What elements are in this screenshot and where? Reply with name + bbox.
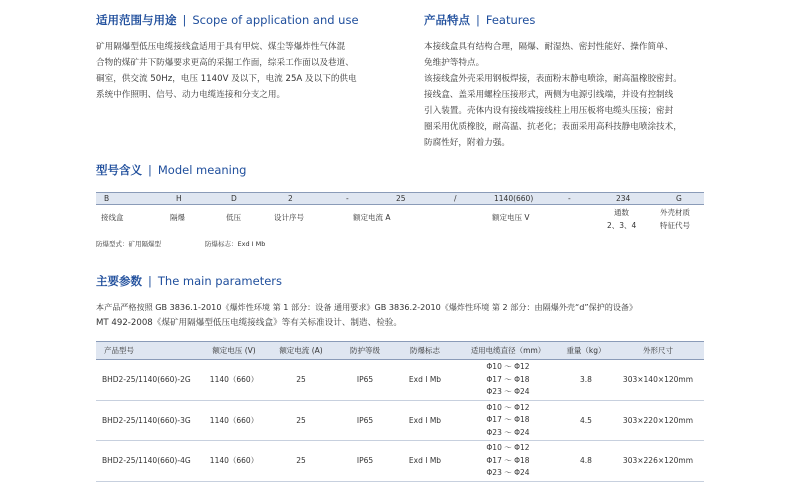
- table-row: [96, 441, 704, 482]
- scope-line: 矿用隔爆型低压电缆接线盒适用于具有甲烷、煤尘等爆炸性气体混: [96, 42, 346, 52]
- cell-voltage: 1140（660）: [202, 400, 266, 441]
- model-title: [96, 162, 246, 178]
- features-line: 本接线盒具有结构合理，隔爆、耐湿热、密封性能好、操作简单、: [424, 42, 674, 52]
- cell-size: 303×140×120mm: [612, 360, 704, 401]
- header-cell: 防爆标志: [394, 342, 456, 360]
- scope-line: 合物的煤矿井下防爆要求更高的采掘工作面，综采工作面以及巷道、: [96, 58, 354, 68]
- model-title-en: Model meaning: [157, 163, 247, 177]
- scope-title-zh: 适用范围与用途: [96, 13, 177, 27]
- model-desc: 设计序号: [274, 213, 304, 222]
- cell-ip: IP65: [336, 400, 394, 441]
- cable-diameter: Φ10 ～ Φ12: [486, 362, 530, 371]
- cell-model: BHD2-25/1140(660)-3G: [96, 400, 202, 441]
- cell-model: BHD2-25/1140(660)-2G: [96, 360, 202, 401]
- cell-size: 303×220×120mm: [612, 400, 704, 441]
- cell-model: BHD2-25/1140(660)-4G: [96, 441, 202, 482]
- cell-weight: 4.8: [560, 441, 612, 482]
- scope-text: [96, 39, 396, 103]
- model-code: 234: [616, 194, 631, 203]
- cell-current: 25: [266, 400, 336, 441]
- cell-ex: Exd I Mb: [394, 400, 456, 441]
- model-code: G: [676, 194, 682, 203]
- model-code: 25: [396, 194, 406, 203]
- params-title-en: The main parameters: [157, 274, 283, 288]
- cell-voltage: 1140（660）: [202, 360, 266, 401]
- features-text: [424, 39, 724, 151]
- cell-ip: IP65: [336, 441, 394, 482]
- features-line: 接线盒、盖采用螺栓压接形式，两侧为电源引线端，并设有控制线: [424, 90, 674, 100]
- title-separator: |: [148, 274, 152, 288]
- header-cell: 外形尺寸: [612, 342, 704, 360]
- params-title: [96, 273, 282, 289]
- header-cell: 重量（kg）: [560, 342, 612, 360]
- cell-ex: Exd I Mb: [394, 441, 456, 482]
- cell-size: 303×226×120mm: [612, 441, 704, 482]
- params-header-row: [96, 342, 704, 360]
- cell-cable: [456, 441, 560, 482]
- cable-diameter: Φ23 ～ Φ24: [486, 427, 530, 437]
- features-line: 引入装置。壳体内设有接线端接线柱上用压板将电缆头压接；密封: [424, 106, 674, 116]
- scope-title-en: Scope of application and use: [192, 13, 359, 27]
- cell-weight: 4.5: [560, 400, 612, 441]
- model-desc: 外壳材质: [660, 208, 690, 217]
- model-code-bar: [96, 192, 704, 205]
- model-desc: 低压: [226, 213, 241, 222]
- model-desc: 特征代号: [660, 221, 690, 230]
- features-line: 免维护等特点。: [424, 58, 485, 68]
- model-title-zh: 型号含义: [96, 163, 142, 177]
- model-code: H: [176, 194, 182, 203]
- cell-current: 25: [266, 441, 336, 482]
- cell-voltage: 1140（660）: [202, 441, 266, 482]
- cell-cable: [456, 360, 560, 401]
- model-desc: 通数: [614, 208, 629, 217]
- cable-diameter: Φ23 ～ Φ24: [486, 468, 530, 477]
- title-separator: |: [148, 163, 152, 177]
- header-cell: 产品型号: [96, 342, 202, 360]
- model-code: -: [568, 194, 571, 203]
- cell-current: 25: [266, 360, 336, 401]
- title-separator: |: [476, 13, 480, 27]
- model-note: 防爆型式：矿用隔爆型: [96, 240, 161, 248]
- cable-diameter: Φ17 ～ Φ18: [486, 415, 530, 424]
- title-separator: |: [182, 13, 187, 27]
- model-desc: 隔爆: [170, 213, 185, 222]
- model-note: 防爆标志：Exd I Mb: [205, 240, 266, 248]
- features-title: [424, 12, 535, 28]
- header-cell: 防护等级: [336, 342, 394, 360]
- features-title-en: Features: [485, 13, 536, 27]
- model-desc: 额定电流 A: [353, 213, 391, 222]
- scope-line: 系统中作照明、信号、动力电缆连接和分支之用。: [96, 90, 286, 100]
- header-cell: 额定电压 (V): [202, 342, 266, 360]
- model-code: -: [346, 194, 349, 203]
- header-cell: 额定电流 (A): [266, 342, 336, 360]
- table-row: [96, 400, 704, 441]
- scope-line: 硐室，供交流 50Hz，电压 1140V 及以下，电流 25A 及以下的供电: [96, 74, 357, 84]
- model-desc: 2、3、4: [607, 221, 637, 230]
- features-line: 防腐性好，附着力强。: [424, 138, 510, 148]
- params-intro-line: MT 492-2008《煤矿用隔爆型低压电缆接线盒》等有关标准设计、制造、检验。: [96, 318, 402, 328]
- features-line: 该接线盒外壳采用钢板焊接，表面粉末静电喷涂，耐高温橡胶密封。: [424, 74, 682, 84]
- cell-ip: IP65: [336, 360, 394, 401]
- model-code: 2: [288, 194, 293, 203]
- model-desc: 接线盒: [101, 213, 124, 222]
- cable-diameter: Φ10 ～ Φ12: [486, 402, 530, 412]
- cell-weight: 3.8: [560, 360, 612, 401]
- features-title-zh: 产品特点: [424, 13, 470, 27]
- scope-title: [96, 12, 359, 28]
- model-desc: 额定电压 V: [492, 213, 530, 222]
- model-code: /: [454, 194, 457, 203]
- params-table: [96, 341, 704, 482]
- cell-ex: Exd I Mb: [394, 360, 456, 401]
- model-code: B: [104, 194, 110, 203]
- cell-cable: [456, 400, 560, 441]
- params-title-zh: 主要参数: [96, 274, 142, 288]
- header-cell: 适用电缆直径（mm）: [456, 342, 560, 360]
- model-code: D: [231, 194, 237, 203]
- cable-diameter: Φ23 ～ Φ24: [486, 387, 530, 396]
- params-intro: [96, 299, 716, 331]
- model-code: 1140(660): [494, 194, 534, 203]
- cable-diameter: Φ10 ～ Φ12: [486, 443, 530, 452]
- table-row: [96, 360, 704, 401]
- cable-diameter: Φ17 ～ Φ18: [486, 374, 530, 384]
- params-intro-line: 本产品严格按照 GB 3836.1-2010《爆炸性环境 第 1 部分：设备 通用要求》GB 3836.2-2010《爆炸性环境 第 2 部分：由隔爆外壳“d”保护的设备》: [96, 302, 638, 312]
- cable-diameter: Φ17 ～ Φ18: [486, 455, 530, 465]
- features-line: 圈采用优质橡胶，耐高温、抗老化；表面采用高科技静电喷涂技术，: [424, 122, 682, 132]
